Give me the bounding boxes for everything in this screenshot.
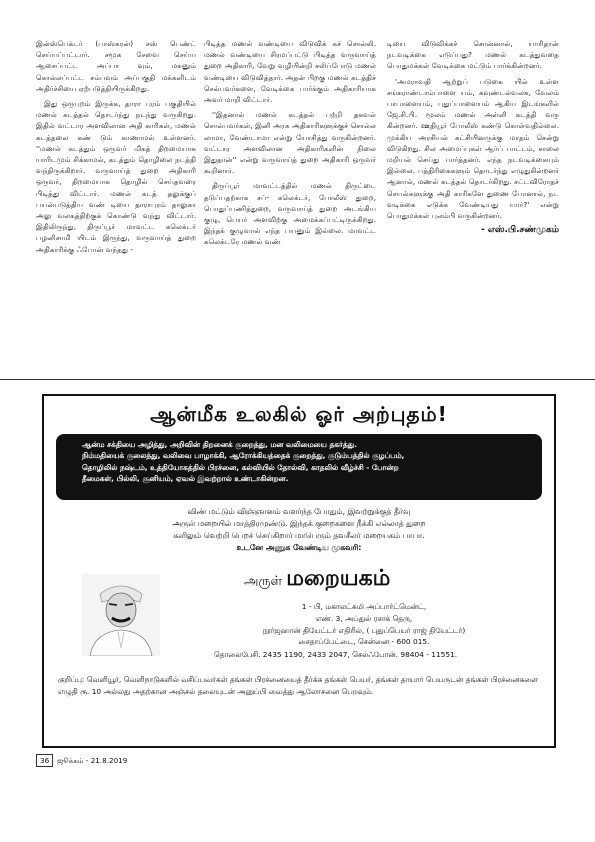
article-paragraph: பிடித்த மணல் வண்டியை விடுவிக் கச் சொல்லி. மணல் வண்டியை சிரமப்பட்டு பிடித்த வருவாய்த் துறை அதிகாரி, வேறு வழியின்றி சலிப்போடு மணல் வண்டியை விடுவித்தார். அதன் பிறகு மணல் கடத்திச் செல்பவர்களை, வேடிக்கை பார்க்கும் அதிகாரியாக அவர் மாறி விட்டார். bbox=[204, 39, 376, 105]
address-line: சைதாப்பேட்டை, சென்னை - 600 015. bbox=[298, 637, 430, 647]
article-paragraph: திருப்பூர் மாவட்டத்தில் மணல் திருட்டை தடுப்பதற்காக சப்- கலெக்டர், போலீஸ் துறை, பொதுப்பணித்துறை, வருவாய்த் துறை அடங்கிய குழு, பெயர் அளவிற்கு அமைக்கப்பட்டிருக்கிறது. இந்தக் குழுவால் எந்த பயனும் இல்லை. மாவட்ட கலெக்டரே மணல் வண் bbox=[204, 181, 376, 247]
article-paragraph: இன்ஸ்பெக்டர் (பாஸ்கரன்) சஸ் பெண்ட் செய்யப்பட்டார். சமூக சேவை செய்ய ஆசைப்பட்ட அப்பா வும், மகனும் கொல்லப்பட்ட சம்பவம் அப்பகுதி மக்களிடம் அதிர்ச்சியை ஏற்படுத்தியிருக்கிறது. bbox=[36, 39, 196, 93]
ad-band-line: நிம்மதியைக் குலைத்து, வலிவை பாழாக்கி, ஆரோக்கியத்தைக் குறைத்து, குடும்பத்தில் குழப்பம், bbox=[82, 451, 405, 461]
guru-portrait-image bbox=[82, 574, 160, 656]
ad-band-line: தொழிலில் நஷ்டம், உத்தியோகத்தில் பிரச்னை, கல்வியில் தோல்வி, காதலில் வீழ்ச்சி - போன்ற bbox=[82, 462, 399, 472]
magazine-issue: ஜூக்கம் - 21.8.2019 bbox=[57, 755, 128, 765]
ad-note-label: குறிப்பு: bbox=[58, 675, 85, 684]
ad-phone-numbers: தொலைபேசி. 2435 1190, 2433 2047, செல்ஃபோன். 98404 - 11551. bbox=[214, 650, 458, 659]
article-column-3 bbox=[387, 38, 559, 236]
article-column-2 bbox=[204, 38, 376, 252]
address-line: 1 - பி, மகாலட்சுமி அப்பார்ட்மென்ட், bbox=[301, 602, 427, 611]
author-byline: - எஸ்.பி.சண்முகம் bbox=[480, 225, 559, 236]
brand-prefix: அருள் bbox=[244, 574, 283, 589]
ad-highlight-band bbox=[56, 434, 542, 500]
article-paragraph: 'அமராவதி ஆற்றுப் படுகை யில் உள்ள சங்கராண்டாம்பாளை யம், கவுண்டல்வலசு, வேலம் பாபாளையம், புதுப்பாளையம் ஆகிய இடங்களில் ஜே.சி.பி. மூலம் மணல் அள்ளி கடத்தி வரு கின்றனர். ஊதியூர் போலீஸ் கண்டு கொள்வதில்லை. முக்கிய அரசியல் கட்சியினருக்கு மாதம் சென்று விடுகிறது. சில அமைப்புகள் ஆர்ப் பாட்டம், சாலை மறியல் செய்து பார்த்தனர். எந்த நடவடிக்கையும் இல்லை. பத்திரிகைகளும் தொடர்ந்து எழுதுகின்றனர் ஆனால், மணல் கடத்தல் தொடர்கிறது. சட்டவிரோதச் செயல்களுக்கு அதி காரிகளே துணை போனால், நட வடிக்கை எடுக்க வேண்டியது யார்?' என்று பொதுமக்கள் புலம்பி வருகின்றனர். bbox=[387, 76, 559, 221]
ad-band-line: தீமைகள், பில்லி, சூனியம், ஏவல் இவற்றால் உண்டாகின்றன. bbox=[82, 474, 289, 484]
ad-description-line: களிலும் வெற்றி பெறச் செய்கிறார் மாபெரும் தவசீலர் மறையகம் பாபா. bbox=[173, 531, 425, 540]
article-column-1 bbox=[36, 38, 196, 259]
article-paragraph: டியை விடுவிக்கச் சொன்னால், யாரிதான் நடவடிக்கை எடுப்பது? மணல் கடத்துவதை பொதுமக்கள் வேடிக்கை மட்டும் பார்க்கின்றனர். bbox=[387, 39, 559, 71]
ad-description-line: அருள் மறையில் மாத்திரமுண்டு. இந்தக் குறைகளை நீக்கி எல்லாத் துறை bbox=[172, 519, 426, 528]
ad-address bbox=[194, 601, 534, 648]
address-line: எண். 3, அப்துல் ரசாக் தெரு, bbox=[315, 613, 413, 623]
article-paragraph: இது ஒருபுறம் இருக்க, தாரா புரம் பகுதியில் மணல் கடத்தல் தொடர்ந்து நடந்து வருகிறது. இதில் வட்டார அளவிலான அதி காரிகள், மணல் கடத்தலை கண் டும் காணாமல் உள்ளனர். ''மணல் கடத்தும் ஒருவர் மிகத் திறமையாக யாரிடமும் சிக்காமல், கடத்தும் தொழிலை நடத்தி வந்திருக்கிறார். வருவாய்த் துறை அதிகாரி ஒருவர், திறமையாக தொழில் செய்தவரை பிடித்து விட்டார். மணல் கடத் தலுக்குப் பயன்படுத்திய வண் டியை தாராபுரம் தாலுகா அலு வலகத்திற்குக் கொண்டு வந்து விட்டார். இதிலிருந்து, திருப்பூர் மாவட்ட கலெக்டர் பழனிசாமி யிடம் இருந்து, வருவாய்த் துறை அதிகாரிக்கு ஃபோன் வந்தது - bbox=[36, 99, 196, 254]
section-divider bbox=[0, 379, 595, 380]
advertisement-box bbox=[42, 394, 556, 748]
ad-brand-name bbox=[244, 566, 390, 594]
article-paragraph: ''இதனால் மணல் கடத்தல் பற்றி தகவல் சொல்பவர்கள், இனி அரசு அதிகாரிகளுக்குச் சொல்ல லாமா, வேண்டாமா என்று யோசித்து வருகின்றனர். வட்டார அளவிலான அதிகாரிகளின் நிலை இதுதான்'' என்று வருவாய்த் துறை அதிகாரி ஒருவர் கூறினார். bbox=[204, 110, 376, 176]
ad-title: ஆன்மீக உலகில் ஓர் அற்புதம்! bbox=[150, 402, 448, 426]
brand-main: மறையகம் bbox=[286, 566, 391, 591]
ad-band-line: ஆன்ம சக்தியை அழித்து, அறிவின் திறனைக் குறைத்து, மன வலிமையை தகர்த்து. bbox=[82, 440, 357, 449]
page-footer bbox=[36, 754, 127, 767]
ad-note-text: வெளியூர், வெளிநாடுகளில் வசிப்பவர்கள் தங்கள் பிரச்னையைத் தீர்க்க தங்கள் பெயர், தங்கள் தாயார் பெயருடன் தங்கள் பிரச்னைகளை எழுதி ரூ. 10 அல்லது அதற்கான அஞ்சல் தலையுடன் அனுப்பி வைத்து ஆலோசனை பெறவும். bbox=[58, 675, 538, 696]
page-number: 36 bbox=[36, 754, 53, 767]
address-line: நூர்ஜஹான் தியேட்டர் எதிரில், ( புதுப்பெயர் ராஜ் தியேட்டர்) bbox=[262, 625, 466, 635]
ad-note bbox=[58, 674, 544, 698]
ad-description-line: விண் மட்டும் விஞ்ஞானம் வளர்ந்த போதும், இவற்றுக்குத் தீர்வு bbox=[187, 507, 411, 516]
ad-description bbox=[54, 506, 544, 554]
ad-contact-callout: உடனே அணுக வேண்டிய முகவரி: bbox=[236, 543, 362, 552]
